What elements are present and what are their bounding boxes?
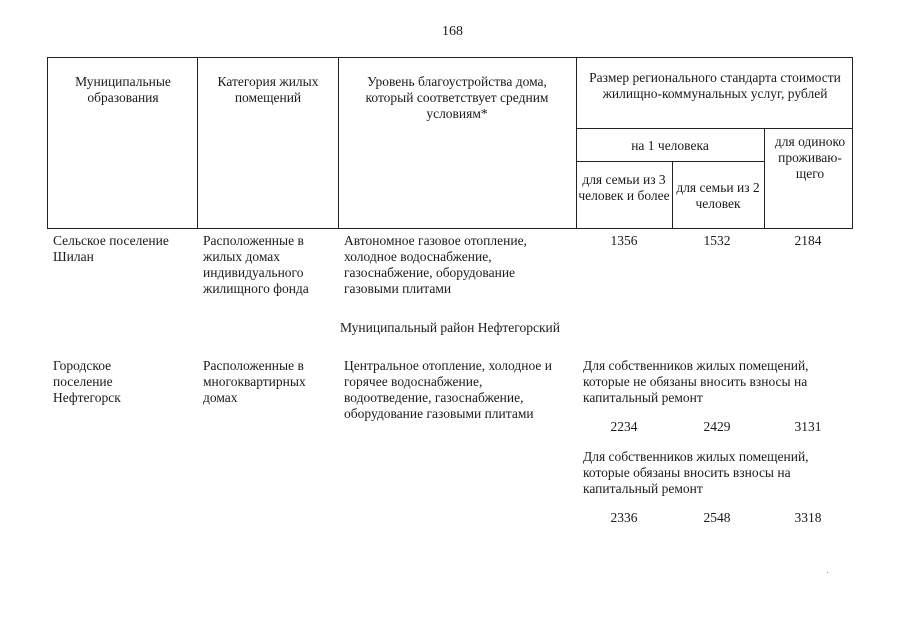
row1-value-family3: 1356 [610, 233, 638, 248]
column-divider [197, 58, 198, 228]
row1-amenities: Автономное газовое отопление, холодное водоснабжение, газоснабжение, оборудование газовыми плитами [344, 233, 527, 296]
row2-municipality: Городское поселение Нефтегорск [53, 358, 121, 405]
header-municipalities: Муниципальные образования [75, 74, 171, 105]
row2-a-single: 3131 [794, 419, 822, 434]
row1-category: Расположенные в жилых домах индивидуального жилищного фонда [203, 233, 309, 296]
header-per-person: на 1 человека [631, 138, 709, 153]
row2-amenities: Центральное отопление, холодное и горячее водоснабжение, водоотведение, газоснабжение, оборудование газовыми плитами [344, 358, 552, 421]
row2-b-family3: 2336 [610, 510, 638, 525]
row1-value-single: 2184 [794, 233, 822, 248]
table-header [47, 57, 853, 229]
row1-value-family2: 1532 [703, 233, 731, 248]
row2-note-with-capital-repair: Для собственников жилых помещений, которые обязаны вносить взносы на капитальный ремонт [583, 449, 809, 496]
row2-b-single: 3318 [794, 510, 822, 525]
header-family-2: для семьи из 2 человек [676, 180, 760, 211]
row2-note-no-capital-repair: Для собственников жилых помещений, которые не обязаны вносить взносы на капитальный ремонт [583, 358, 809, 405]
header-category: Категория жилых помещений [217, 74, 319, 105]
district-title: Муниципальный район Нефтегорский [339, 320, 560, 335]
column-divider [764, 128, 765, 228]
row1-municipality: Сельское поселение Шилан [53, 233, 169, 264]
row2-a-family2: 2429 [703, 419, 731, 434]
column-divider [338, 58, 339, 228]
header-single: для одиноко проживаю-щего [774, 134, 846, 181]
row2-a-family3: 2234 [610, 419, 638, 434]
scan-speck: · [826, 568, 830, 579]
header-amenities: Уровень благоустройства дома, который соответствует средним условиям* [365, 74, 549, 121]
column-divider [672, 161, 673, 228]
page-number: 168 [442, 24, 463, 39]
row2-b-family2: 2548 [703, 510, 731, 525]
row2-category: Расположенные в многоквартирных домах [203, 358, 306, 405]
row-divider [576, 161, 764, 162]
header-standard-size: Размер регионального стандарта стоимости жилищно-коммунальных услуг, рублей [589, 70, 841, 101]
row-divider [576, 128, 852, 129]
header-family-3: для семьи из 3 человек и более [578, 172, 670, 203]
